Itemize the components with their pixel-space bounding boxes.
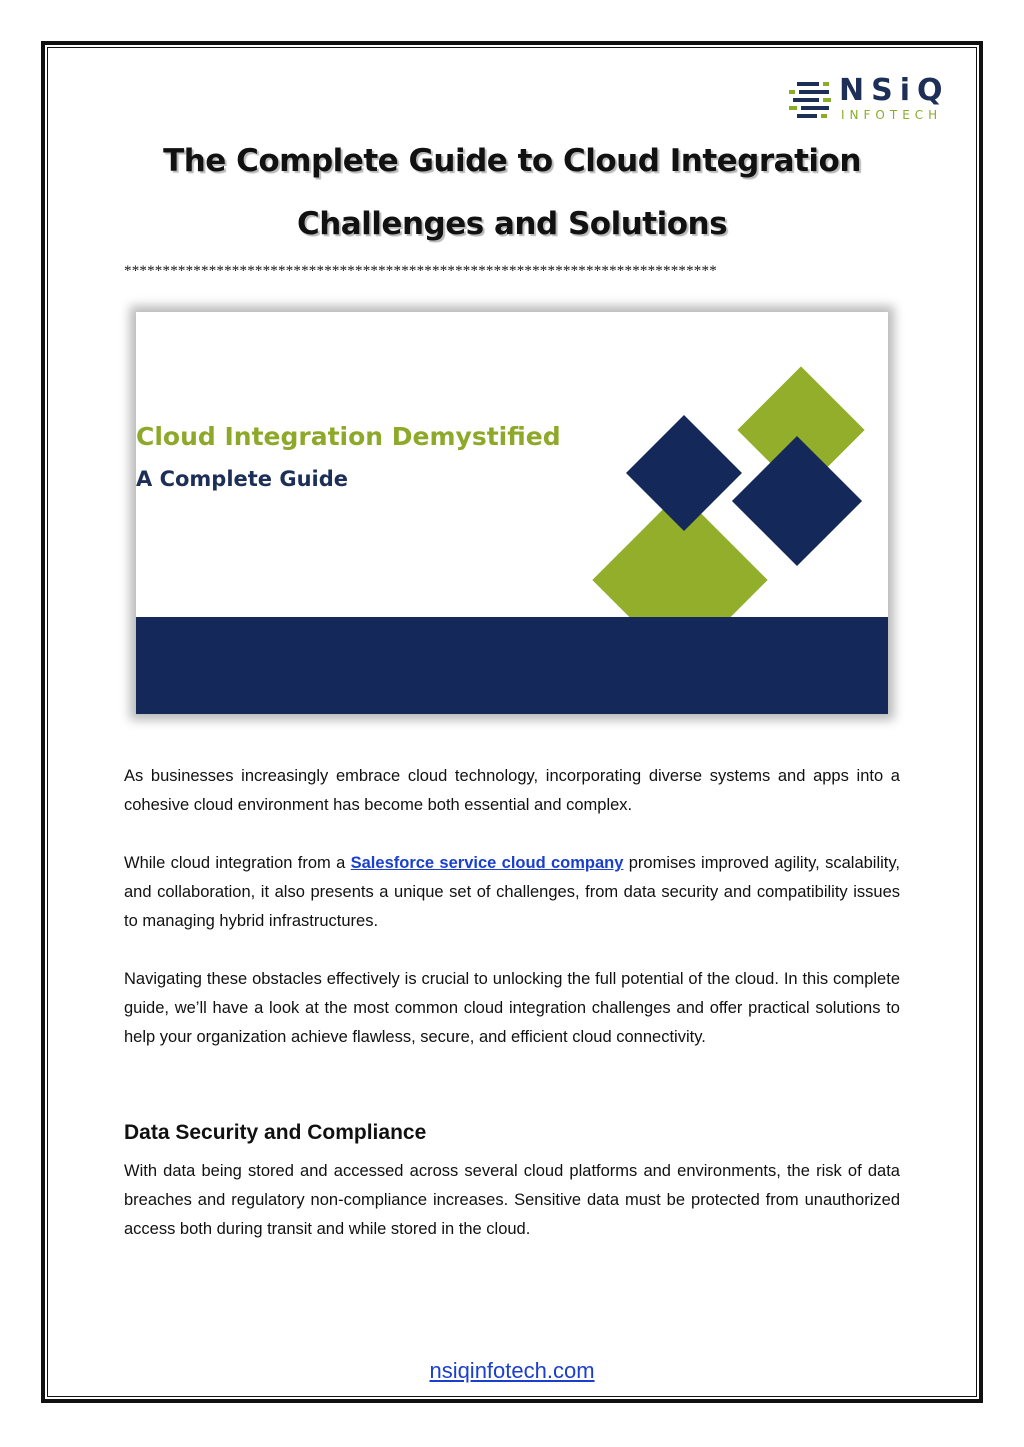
paragraph-text: While cloud integration from a — [124, 854, 351, 872]
intro-paragraph: As businesses increasingly embrace cloud technology, incorporating diverse systems and apps into a cohesive cloud environment has become both essential and complex. — [124, 767, 900, 814]
data-security-paragraph: With data being stored and accessed across several cloud platforms and environments, the risk of data breaches and regulatory non-compliance increases. Sensitive data must be protected from unauthorized access both during transit and while stored in the cloud. — [124, 1162, 900, 1238]
logo-subtitle: INFOTECH — [841, 108, 943, 122]
paragraph-text: promises improved agility, scalability, and collaboration, it also presents a unique set of challenges, from data security and compatibility issues to managing hybrid infrastructures. — [124, 854, 900, 930]
footer-website-link[interactable]: nsiqinfotech.com — [429, 1358, 595, 1383]
page-title-line-2: Challenges and Solutions — [296, 206, 728, 242]
salesforce-service-cloud-link[interactable]: Salesforce service cloud company — [350, 854, 624, 872]
section-heading: Data Security and Compliance — [124, 1121, 427, 1144]
banner-subheading: A Complete Guide — [136, 467, 349, 491]
nsiq-logo-mark-icon — [787, 78, 835, 122]
integration-paragraph — [124, 849, 900, 936]
nsiq-logo — [787, 73, 959, 122]
navy-diamond-left — [626, 415, 742, 531]
logo-name: NSiQ — [839, 73, 950, 108]
navy-diamond-right — [732, 436, 862, 566]
page-title-line-1: The Complete Guide to Cloud Integration — [163, 143, 861, 179]
banner-heading: Cloud Integration Demystified — [136, 422, 561, 451]
asterisk-separator: ***************************************************************************** — [124, 263, 717, 279]
banner-navy-band — [136, 617, 888, 714]
navigating-paragraph: Navigating these obstacles effectively is crucial to unlocking the full potential of the cloud. In this complete guide, we’ll have a look at the most common cloud integration challenges and offer practical solutions to help your organization achieve flawless, secure, and efficient cloud connectivity. — [124, 970, 900, 1046]
banner-image — [136, 312, 888, 714]
